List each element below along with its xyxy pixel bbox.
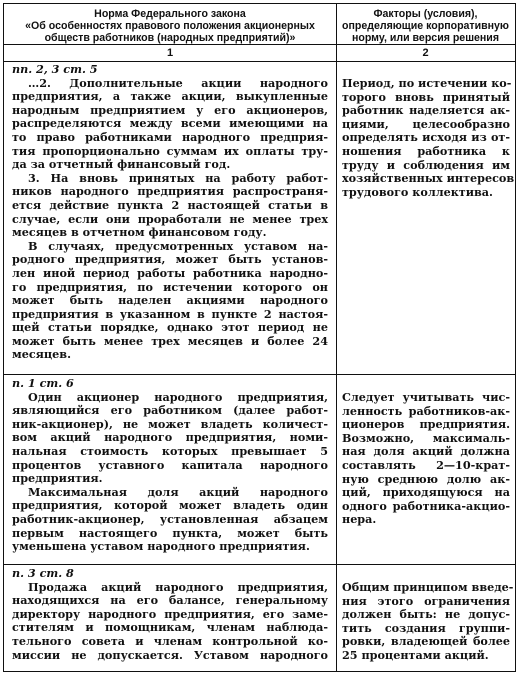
header-law-norm bbox=[4, 8, 336, 45]
header-line: обществ работников (народных предприятий)» bbox=[44, 32, 296, 45]
text-line: распределяются между всеми имеющими на bbox=[12, 116, 328, 131]
row-2-factors-text bbox=[342, 391, 510, 527]
text-line: предприятия, а также акции, выкупленные bbox=[12, 89, 328, 104]
article-reference: п. 3 ст. 8 bbox=[12, 566, 74, 580]
text-line: циями, целесообразно bbox=[342, 116, 510, 131]
column-number-2: 2 bbox=[422, 47, 429, 59]
row-1-law-text bbox=[12, 63, 328, 362]
text-line: …2. Дополнительные акции народного bbox=[28, 75, 328, 90]
row-3-law-text bbox=[12, 567, 328, 662]
text-line: определять исходя из от- bbox=[342, 130, 510, 145]
text-line: Один акционер народного предприятия, bbox=[28, 389, 328, 404]
text-line: Максимальная доля акций народного bbox=[28, 484, 328, 499]
text-line: 3. На вновь принятых на работу работ- bbox=[28, 170, 328, 185]
row-1-factors-text bbox=[342, 76, 515, 199]
text-line: лен иной период работы работника народно- bbox=[12, 265, 328, 280]
text-line: ленность работников-ак- bbox=[342, 403, 510, 418]
article-reference: п. 1 ст. 6 bbox=[12, 376, 74, 390]
text-line: трудового коллектива. bbox=[342, 184, 493, 199]
header-line: Факторы (условия), bbox=[373, 8, 478, 20]
text-line: нера. bbox=[342, 512, 377, 527]
text-line: вом акций народного предприятия, номи- bbox=[12, 430, 328, 445]
header-line: норму, или версия решения bbox=[351, 32, 500, 45]
text-line: тельного совета и членам контрольной ко- bbox=[12, 633, 328, 648]
text-line: да за отчетный финансовый год. bbox=[12, 157, 231, 172]
text-line: процентов уставного капитала народного bbox=[12, 457, 328, 472]
text-line: ную среднюю долю ак- bbox=[342, 471, 510, 486]
text-line: народным предприятием у его акционеров, bbox=[12, 102, 328, 117]
text-line: первым настоящего пункта, может быть bbox=[12, 525, 328, 540]
text-line: Общим принципом введе- bbox=[342, 580, 514, 594]
text-line: должен быть: не допус- bbox=[342, 607, 510, 622]
column-number-1: 1 bbox=[166, 47, 174, 59]
text-line: месяцев в отчетном финансовом году. bbox=[12, 225, 267, 240]
text-line: то право работниками народного предприя- bbox=[12, 129, 328, 144]
text-line: щей статьи порядке, однако этот период не bbox=[12, 320, 328, 335]
text-line: Следует учитывать чис- bbox=[342, 390, 510, 404]
text-line: родного предприятия, может быть установ- bbox=[12, 252, 328, 267]
text-line: тить создания группи- bbox=[342, 620, 510, 635]
article-reference: пп. 2, 3 ст. 5 bbox=[12, 62, 98, 76]
text-line: Период, по истечении ко- bbox=[342, 76, 512, 90]
text-line: предприятия, которой может владеть один bbox=[12, 498, 328, 513]
text-line: ношения работника к bbox=[342, 143, 510, 158]
text-line: ций, приходящуюся на bbox=[342, 485, 510, 500]
row-2-law-text bbox=[12, 377, 328, 554]
text-line: может быть менее трех месяцев и более 24 bbox=[12, 333, 328, 348]
text-line: предприятия. bbox=[12, 471, 103, 486]
column-divider bbox=[336, 4, 337, 671]
text-line: предприятия в указанном в пункте 2 настоя- bbox=[12, 306, 328, 321]
header-line: Норма Федерального закона bbox=[94, 8, 246, 20]
text-line: работник-акционер, установленная абзацем bbox=[12, 511, 328, 526]
header-factors bbox=[336, 8, 515, 45]
text-line: Возможно, максималь- bbox=[342, 430, 510, 445]
text-line: составлять 2—10-крат- bbox=[342, 457, 510, 472]
header-line: «Об особенностях правового положения акционерных bbox=[25, 20, 315, 33]
text-line: стителям и помощникам, членам наблюда- bbox=[12, 620, 328, 635]
text-line: директору народного предприятия, его заме- bbox=[12, 606, 328, 621]
text-line: одного работника-акцио- bbox=[342, 498, 510, 513]
text-line: находящихся на его балансе, генеральному bbox=[12, 593, 328, 608]
text-line: хозяйственных интересов bbox=[342, 171, 515, 186]
row-divider-1 bbox=[4, 374, 515, 375]
text-line: нальная стоимость которых превышает 5 bbox=[12, 443, 328, 458]
text-line: месяцев. bbox=[12, 347, 71, 362]
text-line: случае, если они проработали не менее трех bbox=[12, 211, 328, 226]
norms-table bbox=[3, 3, 516, 672]
text-line: 25 процентами акций. bbox=[342, 647, 489, 662]
text-line: может быть наделен акциями народного bbox=[12, 293, 328, 308]
text-line: работник наделяется ак- bbox=[342, 103, 510, 118]
text-line: Продажа акций народного предприятия, bbox=[28, 579, 328, 594]
header-line: определяющие корпоративную bbox=[342, 20, 509, 33]
text-line: торого вновь принятый bbox=[342, 89, 510, 104]
row-3-factors-text bbox=[342, 580, 514, 663]
text-line: ник-акционер), не может владеть количест- bbox=[12, 416, 328, 431]
text-line: ная доля акций должна bbox=[342, 444, 510, 459]
text-line: ния этого ограничения bbox=[342, 593, 510, 608]
text-line: В случаях, предусмотренных уставом на- bbox=[28, 238, 328, 253]
text-line: ников народного предприятия распространя- bbox=[12, 184, 328, 199]
text-line: уменьшена уставом народного предприятия. bbox=[12, 539, 310, 554]
text-line: ется действие пункта 2 настоящей статьи в bbox=[12, 197, 328, 212]
text-line: являющийся его работником (далее работ- bbox=[12, 403, 328, 418]
text-line: ровки, владеющей более bbox=[342, 634, 510, 649]
row-divider-2 bbox=[4, 564, 515, 565]
text-line: труду и соблюдения им bbox=[342, 157, 510, 172]
text-line: миссии не допускается. Уставом народного bbox=[12, 647, 328, 662]
text-line: ционеров предприятия. bbox=[342, 417, 510, 432]
text-line: тия пропорционально суммам их оплаты тру- bbox=[12, 143, 328, 158]
text-line: го предприятия, по истечении которого он bbox=[12, 279, 328, 294]
